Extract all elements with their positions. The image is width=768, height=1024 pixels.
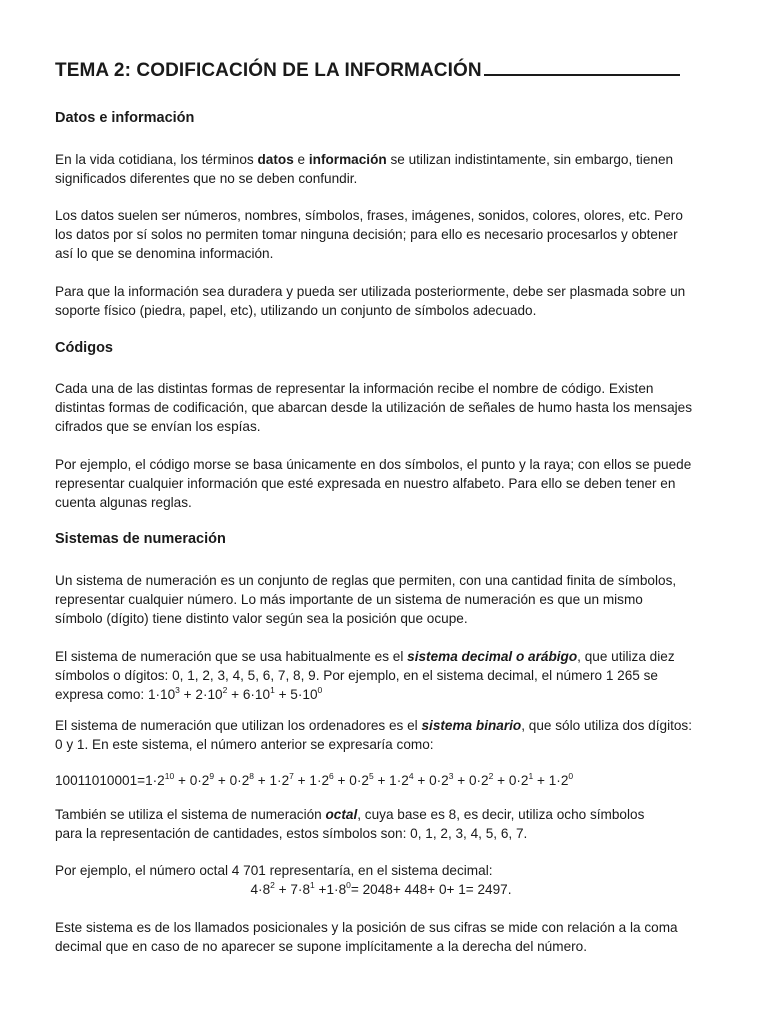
octal-coef: 4·8 xyxy=(250,882,271,898)
octal-separator: + xyxy=(314,882,327,898)
page-title xyxy=(55,58,680,82)
text-line: Para que la información sea duradera y pueda ser utilizada posteriormente, debe ser plasmada sobre un xyxy=(55,284,686,299)
page-title-text: TEMA 2: CODIFICACIÓN DE LA INFORMACIÓN xyxy=(55,60,482,81)
binary-term xyxy=(469,773,509,788)
binary-coef: 1·2 xyxy=(269,773,290,788)
heading-sistemas: Sistemas de numeración xyxy=(55,531,226,547)
binary-exponent: 9 xyxy=(209,771,215,781)
paragraph-datos-2 xyxy=(55,206,727,264)
binary-coef: 0·2 xyxy=(189,773,210,788)
binary-coef: 1·2 xyxy=(548,773,569,788)
decimal-exponent: 2 xyxy=(222,685,228,696)
decimal-expression xyxy=(148,687,322,702)
decimal-exponent: 1 xyxy=(270,685,275,696)
text-line: representar cualquier información que esté expresada en nuestro alfabeto. Para ello se deben tener en xyxy=(55,476,676,492)
binary-separator: + xyxy=(493,773,509,788)
paragraph-codigos-1 xyxy=(55,379,727,437)
octal-exponent: 1 xyxy=(310,880,315,891)
emphasis-sistema-binario: sistema binario xyxy=(421,718,522,733)
text-line: Este sistema es de los llamados posicionales y la posición de sus cifras se mide con relación a la coma xyxy=(55,920,678,935)
binary-separator: + xyxy=(174,773,190,788)
binary-separator: + xyxy=(333,773,350,788)
text-line: soporte físico (piedra, papel, etc), utilizando un conjunto de símbolos adecuado. xyxy=(55,303,537,319)
text-span: En la vida cotidiana, los términos xyxy=(55,152,258,167)
binary-term xyxy=(549,773,573,788)
paragraph-datos-3 xyxy=(55,282,727,320)
binary-number: 10011010001= xyxy=(55,773,146,788)
paragraph-octal-ejemplo xyxy=(55,861,727,899)
binary-coef: 0·2 xyxy=(229,773,250,788)
binary-exponent: 6 xyxy=(329,771,334,781)
binary-term xyxy=(230,773,270,788)
binary-term xyxy=(389,773,429,788)
decimal-exponent: 0 xyxy=(317,685,323,696)
text-line: Por ejemplo, el número octal 4 701 representaría, en el sistema decimal: xyxy=(55,863,493,878)
binary-exponent: 2 xyxy=(488,771,494,781)
text-line: distintas formas de codificación, que abarcan desde la utilización de señales de humo hasta los mensajes xyxy=(55,400,693,416)
text-line: símbolo (dígito) tiene distinto valor según sea la posición que ocupe. xyxy=(55,611,468,627)
paragraph-codigos-2 xyxy=(55,455,727,513)
emphasis-octal: octal xyxy=(325,807,358,822)
decimal-separator: + xyxy=(179,687,196,703)
decimal-term xyxy=(290,687,322,702)
bold-term-informacion: información xyxy=(308,152,387,167)
binary-exponent: 4 xyxy=(408,771,414,781)
binary-coef: 1·2 xyxy=(145,773,165,788)
text-line: los datos por sí solos no permiten tomar ninguna decisión; para ello es necesario procesarlos y obtener xyxy=(55,227,678,243)
decimal-coef: 6·10 xyxy=(242,687,271,703)
binary-exponent: 3 xyxy=(448,771,454,781)
binary-exponent: 8 xyxy=(249,771,254,781)
binary-coef: 0·2 xyxy=(429,773,449,788)
text-span: El sistema de numeración que se usa habitualmente es el xyxy=(55,649,408,664)
binary-exponent: 1 xyxy=(528,771,534,781)
paragraph-datos-1 xyxy=(55,150,727,188)
decimal-term xyxy=(195,687,242,702)
text-line: cuenta algunas reglas. xyxy=(55,495,192,511)
decimal-separator: + xyxy=(227,687,243,703)
binary-expression xyxy=(55,773,573,788)
heading-codigos: Códigos xyxy=(55,340,113,356)
decimal-exponent: 3 xyxy=(175,685,180,696)
binary-term xyxy=(429,773,469,788)
binary-terms xyxy=(145,773,573,788)
text-line: 0 y 1. En este sistema, el número anterior se expresaría como: xyxy=(55,737,434,753)
paragraph-sistemas-octal xyxy=(55,805,727,843)
binary-exponent: 10 xyxy=(164,771,175,781)
octal-separator: = 2048+ 448+ 0+ 1= 2497. xyxy=(350,882,512,898)
binary-coef: 0·2 xyxy=(349,773,369,788)
binary-coef: 0·2 xyxy=(508,773,529,788)
octal-exponent: 2 xyxy=(270,880,275,891)
decimal-coef: 2·10 xyxy=(195,687,223,703)
text-span: , cuya base es 8, es decir, utiliza ocho símbolos xyxy=(357,807,645,822)
octal-coef: 1·8 xyxy=(326,882,347,898)
text-span: , que sólo utiliza dos dígitos: xyxy=(521,718,692,733)
binary-exponent: 7 xyxy=(289,771,294,781)
paragraph-posicionales xyxy=(55,918,727,956)
decimal-term xyxy=(243,687,290,702)
text-line: Los datos suelen ser números, nombres, símbolos, frases, imágenes, sonidos, colores, olores, etc. Pero xyxy=(55,208,683,223)
binary-term xyxy=(309,773,349,788)
binary-separator: + xyxy=(413,773,430,788)
decimal-separator: + xyxy=(274,687,291,703)
binary-term xyxy=(145,773,190,788)
binary-coef: 0·2 xyxy=(468,773,489,788)
binary-separator: + xyxy=(254,773,270,788)
text-line: Por ejemplo, el código morse se basa únicamente en dos símbolos, el punto y la raya; con ellos se puede xyxy=(55,457,692,472)
text-line: para la representación de cantidades, estos símbolos son: 0, 1, 2, 3, 4, 5, 6, 7. xyxy=(55,826,528,842)
text-line: Cada una de las distintas formas de representar la información recibe el nombre de código. Existen xyxy=(55,381,654,396)
octal-exponent: 0 xyxy=(346,880,351,891)
text-span: El sistema de numeración que utilizan los ordenadores es el xyxy=(55,718,422,733)
octal-term xyxy=(326,882,511,897)
octal-term xyxy=(290,882,326,897)
text-line: símbolos o dígitos: 0, 1, 2, 3, 4, 5, 6, 7, 8, 9. Por ejemplo, en el sistema decimal, el número 1 265 se xyxy=(55,668,658,684)
text-span: se utilizan indistintamente, sin embargo, tienen xyxy=(386,152,674,167)
emphasis-sistema-decimal: sistema decimal o arábigo xyxy=(407,649,578,664)
text-line: significados diferentes que no se deben confundir. xyxy=(55,171,358,187)
binary-separator: + xyxy=(373,773,390,788)
decimal-term xyxy=(148,687,195,702)
paragraph-sistemas-binario xyxy=(55,716,727,754)
octal-expression xyxy=(55,880,727,899)
binary-term xyxy=(349,773,389,788)
text-line: así lo que se denomina información. xyxy=(55,246,274,262)
document-page xyxy=(55,0,725,1024)
text-span: expresa como: xyxy=(55,687,148,703)
text-line: Un sistema de numeración es un conjunto de reglas que permiten, con una cantidad finita de símbolos, xyxy=(55,573,677,588)
binary-separator: + xyxy=(293,773,310,788)
binary-separator: + xyxy=(214,773,230,788)
decimal-coef: 5·10 xyxy=(290,687,318,703)
text-span: e xyxy=(293,152,309,167)
binary-term xyxy=(509,773,549,788)
octal-separator: + xyxy=(274,882,291,898)
binary-term xyxy=(190,773,230,788)
text-span: , que utiliza diez xyxy=(577,649,675,664)
text-line: cifrados que se envían los espías. xyxy=(55,419,261,435)
binary-exponent: 0 xyxy=(568,771,574,781)
binary-coef: 1·2 xyxy=(389,773,409,788)
heading-datos: Datos e información xyxy=(55,110,195,126)
title-underline xyxy=(484,58,680,76)
octal-coef: 7·8 xyxy=(290,882,311,898)
paragraph-sistemas-1 xyxy=(55,571,727,629)
decimal-coef: 1·10 xyxy=(147,687,176,703)
text-span: También se utiliza el sistema de numeración xyxy=(55,807,326,822)
binary-term xyxy=(270,773,310,788)
paragraph-sistemas-decimal xyxy=(55,647,727,705)
octal-term xyxy=(250,882,290,897)
binary-separator: + xyxy=(533,773,549,788)
binary-exponent: 5 xyxy=(368,771,374,781)
text-line: decimal que en caso de no aparecer se supone implícitamente a la derecha del número. xyxy=(55,939,587,955)
text-line: representar cualquier número. Lo más importante de un sistema de numeración es que un mismo xyxy=(55,592,643,608)
binary-coef: 1·2 xyxy=(309,773,330,788)
binary-separator: + xyxy=(453,773,469,788)
bold-term-datos: datos xyxy=(257,152,294,167)
